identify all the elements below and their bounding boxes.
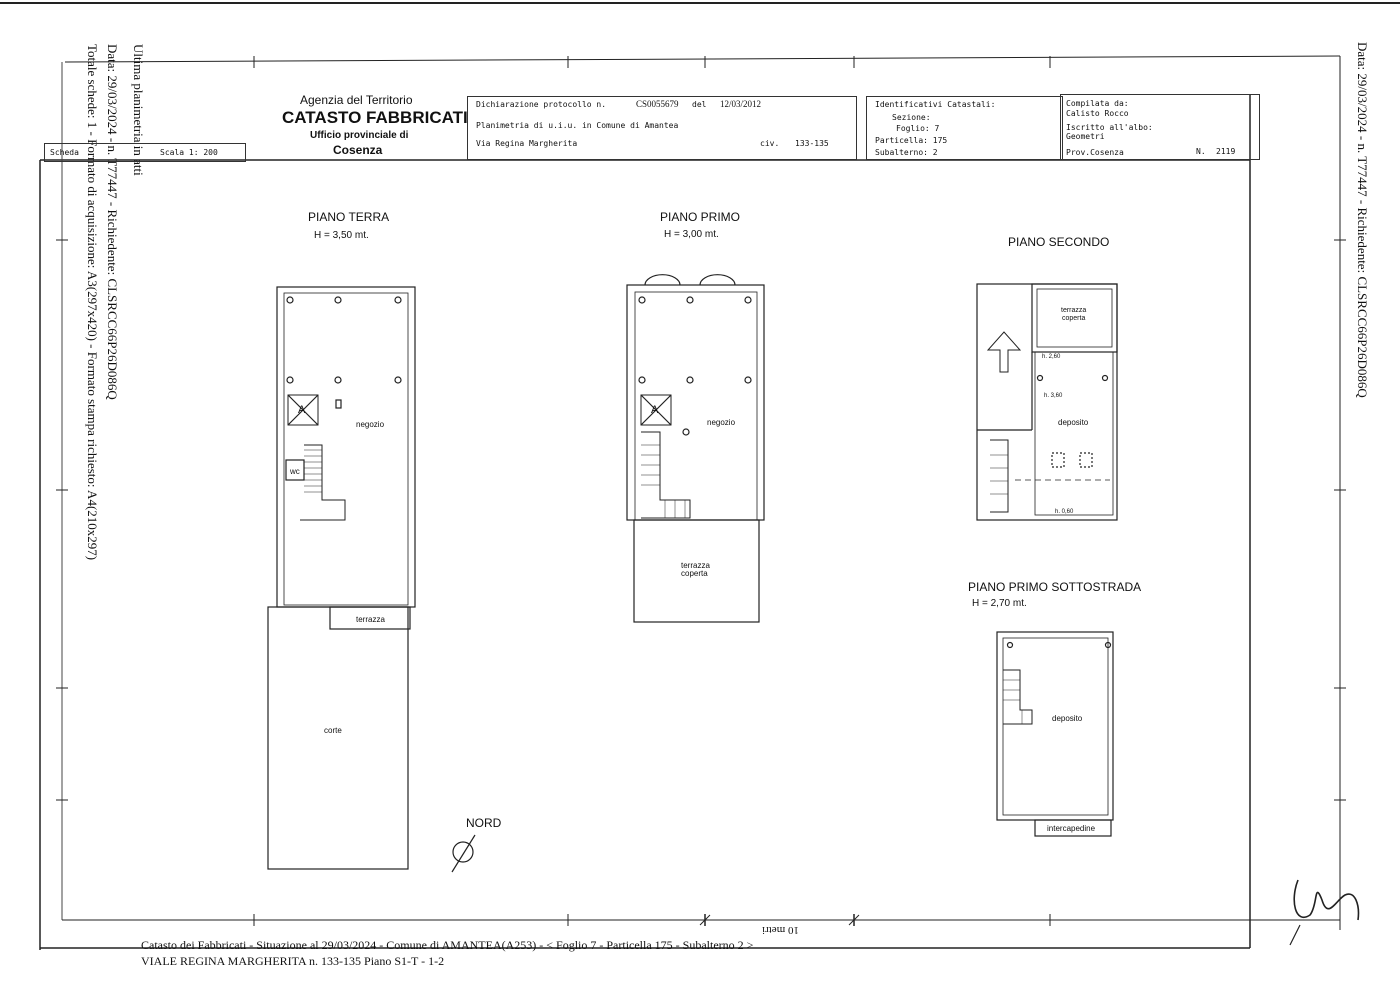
sotto-outline: [997, 632, 1113, 820]
signature: [1294, 880, 1358, 920]
room-negozio-primo: negozio: [707, 418, 736, 427]
piano-secondo-title: PIANO SECONDO: [1008, 235, 1110, 249]
decl-del: del: [692, 100, 707, 109]
ident-foglio: Foglio: 7: [896, 124, 940, 133]
height-360: h. 3,60: [1044, 393, 1063, 399]
mark-a-terra: A: [298, 404, 306, 416]
prov-label: Prov.Cosenza: [1066, 148, 1124, 157]
north-symbol: [453, 842, 473, 862]
nord-label: NORD: [466, 816, 502, 830]
planimetria-desc: Planimetria di u.i.u. in Comune di Amantea: [476, 121, 679, 130]
piano-primo-title: PIANO PRIMO: [660, 210, 741, 224]
room-deposito-secondo: deposito: [1058, 418, 1089, 427]
albo-value: Geometri: [1066, 132, 1105, 141]
height-060: h. 0,60: [1055, 509, 1074, 515]
piano-terra-height: H = 3,50 mt.: [314, 230, 369, 241]
mark-a-primo: A: [651, 404, 659, 416]
room-negozio-terra: negozio: [356, 420, 385, 429]
ident-sezione: Sezione:: [892, 113, 931, 122]
piano-terra-title: PIANO TERRA: [308, 210, 390, 224]
agency-name: Agenzia del Territorio: [300, 93, 413, 107]
terra-outline: [277, 287, 415, 607]
catasto-title: CATASTO FABBRICATI: [282, 108, 468, 127]
piano-sottostrada-height: H = 2,70 mt.: [972, 598, 1027, 609]
side-note-right: Data: 29/03/2024 - n. T77447 - Richiedente: CLSRCC66P26D086Q: [1355, 42, 1370, 398]
footer-address: VIALE REGINA MARGHERITA n. 133-135 Piano S1-T - 1-2: [141, 954, 445, 968]
side-note-request: Data: 29/03/2024 - n. T77447 - Richiedente: CLSRCC66P26D086Q: [105, 44, 120, 400]
scala-label: Scala 1: 200: [160, 148, 218, 157]
ident-particella: Particella: 175: [875, 136, 948, 145]
scheda-label: Scheda: [50, 148, 79, 157]
civ-value: 133-135: [795, 139, 829, 148]
piano-primo-height: H = 3,00 mt.: [664, 229, 719, 240]
room-corte: corte: [324, 726, 342, 735]
room-deposito-sottostrada: deposito: [1052, 714, 1083, 723]
secondo-outline: [977, 284, 1117, 520]
iscritto-label: Iscritto all'albo:: [1066, 123, 1153, 132]
height-260: h. 2,60: [1042, 354, 1061, 360]
room-wc: wc: [290, 467, 300, 476]
room-terrazza-coperta-primo-2: coperta: [681, 569, 708, 578]
room-terrazza-coperta-secondo-2: coperta: [1062, 315, 1086, 322]
room-terrazza: terrazza: [356, 615, 385, 624]
piano-sottostrada-title: PIANO PRIMO SOTTOSTRADA: [968, 580, 1142, 594]
ident-title: Identificativi Catastali:: [875, 100, 996, 109]
scale-bar-label: 10 metri: [762, 924, 799, 936]
corte-outline: [268, 607, 408, 869]
civ-label: civ.: [760, 139, 780, 148]
ufficio-label: Ufficio provinciale di: [310, 130, 409, 141]
compilata-label: Compilata da:: [1066, 99, 1129, 108]
ufficio-city: Cosenza: [333, 143, 383, 157]
n-value: 2119: [1216, 147, 1236, 156]
n-label: N.: [1196, 147, 1206, 156]
decl-date: 12/03/2012: [720, 99, 762, 109]
room-terrazza-coperta-primo-1: terrazza: [681, 561, 710, 570]
compilatore-name: Calisto Rocco: [1066, 109, 1129, 118]
side-note-format: Totale schede: 1 - Formato di acquisizione: A3(297x420) - Formato stampa richiesto: A4(210x297): [85, 44, 100, 561]
via-name: Via Regina Margherita: [476, 139, 578, 148]
room-terrazza-coperta-secondo-1: terrazza: [1061, 307, 1087, 314]
decl-label: Dichiarazione protocollo n.: [476, 100, 607, 109]
footer-situazione: Catasto dei Fabbricati - Situazione al 29/03/2024 - Comune di AMANTEA(A253) - < Foglio 7 - Particella 175 - Subalterno 2 >: [141, 938, 754, 952]
side-note-last-plan: Ultima planimetria in atti: [131, 44, 146, 176]
decl-number: CS0055679: [636, 99, 679, 109]
ident-subalterno: Subalterno: 2: [875, 148, 938, 157]
room-intercapedine: intercapedine: [1047, 824, 1096, 833]
